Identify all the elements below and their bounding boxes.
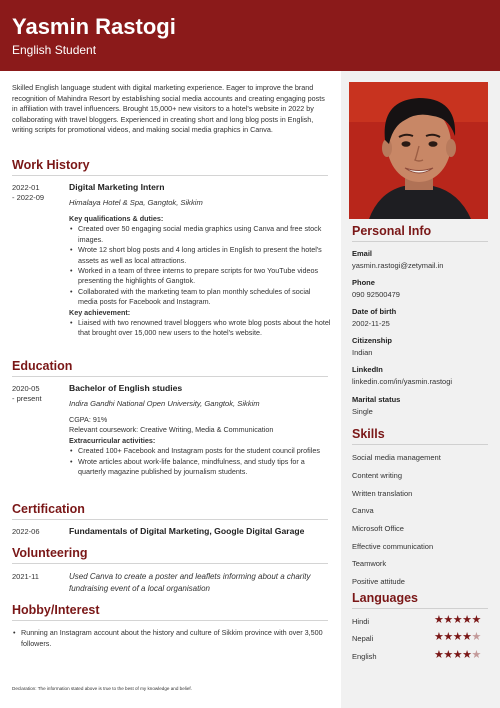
divider — [352, 241, 488, 242]
section-title-work-history: Work History — [12, 158, 90, 172]
star-icon: ★ — [471, 631, 481, 643]
divider — [12, 519, 328, 520]
language-rating — [434, 615, 481, 626]
extracurricular-list — [69, 446, 331, 477]
citizenship-label: Citizenship — [352, 336, 393, 345]
dob-label: Date of birth — [352, 307, 397, 316]
marital-value: Single — [352, 407, 373, 416]
skill-item: Microsoft Office — [352, 524, 404, 533]
work-date-end: - 2022-09 — [12, 193, 45, 202]
star-icon: ★ — [452, 614, 463, 626]
star-icon: ★ — [434, 631, 444, 643]
skill-item: Written translation — [352, 489, 413, 498]
star-icon: ★ — [462, 649, 472, 661]
section-title-personal-info: Personal Info — [352, 224, 432, 238]
linkedin-value: linkedin.com/in/yasmin.rastogi — [352, 377, 453, 386]
list-item: • Created over 50 engaging social media graphics using Canva and free stock images. — [69, 224, 331, 245]
skill-item: Social media management — [352, 453, 441, 462]
star-icon: ★ — [471, 614, 481, 626]
section-title-skills: Skills — [352, 427, 385, 441]
list-item: • Created 100+ Facebook and Instagram posts for the student council profiles — [69, 446, 331, 456]
list-item: • Running an Instagram account about the history and culture of Sikkim province with over 3,500 followers. — [12, 628, 332, 649]
marital-label: Marital status — [352, 395, 401, 404]
section-title-hobby: Hobby/Interest — [12, 603, 100, 617]
star-icon: ★ — [471, 649, 481, 661]
list-item: • Worked in a team of three interns to prepare scripts for two YouTube videos presenting the highlights of Gangtok. — [69, 266, 331, 287]
profile-summary: Skilled English language student with digital marketing experience. Eager to improve the brand recognition of Mahindra Resort by establishing social media accounts and creating engaging posts in affiliation with travel influencers. Brought 15,000+ new visitors to a hotel's website in 2022 by collaborating with travel bloggers. Experienced in creating short and long blog posts in English, writing scripts for promotional videos, and making social media graphics in Canva. — [12, 83, 325, 135]
phone-label: Phone — [352, 278, 375, 287]
work-date-start: 2022-01 — [12, 183, 40, 192]
achievements-list — [69, 318, 331, 339]
divider — [352, 444, 488, 445]
divider — [352, 608, 488, 609]
divider — [12, 376, 328, 377]
star-icon: ★ — [443, 614, 453, 626]
email-value: yasmin.rastogi@zetymail.in — [352, 261, 444, 270]
degree-title: Bachelor of English studies — [69, 383, 183, 393]
education-date-start: 2020-05 — [12, 384, 40, 393]
list-item: • Wrote 12 short blog posts and 4 long articles in English to present the hotel's assets as well as local attractions. — [69, 245, 331, 266]
star-icon: ★ — [443, 631, 453, 643]
star-icon: ★ — [434, 614, 444, 626]
list-item: • Collaborated with the marketing team to plan monthly schedules of social media posts for Facebook and Instagram. — [69, 287, 331, 308]
section-title-volunteering: Volunteering — [12, 546, 88, 560]
skill-item: Positive attitude — [352, 577, 405, 586]
resume-header — [0, 0, 500, 71]
dob-value: 2002-11-25 — [352, 319, 390, 328]
star-icon: ★ — [443, 649, 453, 661]
email-label: Email — [352, 249, 373, 258]
language-rating — [434, 650, 481, 661]
language-rating — [434, 632, 481, 643]
list-item: • Liaised with two renowned travel bloggers who wrote blog posts about the hotel that brought over 15,000 new users to the hotel's website. — [69, 318, 331, 339]
education-dates — [12, 384, 64, 404]
volunteering-text: Used Canva to create a poster and leaflets informing about a charity fundraising event of a local organisation — [69, 572, 311, 593]
section-title-certification: Certification — [12, 502, 85, 516]
cgpa: CGPA: 91% — [69, 415, 108, 424]
star-icon: ★ — [452, 631, 463, 643]
volunteering-date: 2021-11 — [12, 572, 39, 581]
education-date-end: - present — [12, 394, 42, 403]
star-icon: ★ — [462, 614, 472, 626]
hobby-list — [12, 628, 332, 649]
certification-date: 2022-06 — [12, 527, 40, 536]
candidate-name: Yasmin Rastogi — [12, 14, 176, 39]
star-icon: ★ — [434, 649, 444, 661]
citizenship-value: Indian — [352, 348, 373, 357]
divider — [12, 563, 328, 564]
linkedin-label: LinkedIn — [352, 365, 383, 374]
employer: Himalaya Hotel & Spa, Gangtok, Sikkim — [69, 198, 203, 207]
phone-value: 090 92500479 — [352, 290, 400, 299]
language-name: Hindi — [352, 617, 370, 626]
language-name: English — [352, 652, 377, 661]
declaration: Declaration: The information stated above is true to the best of my knowledge and belief. — [12, 686, 192, 691]
extracurricular-heading: Extracurricular activities: — [69, 435, 156, 445]
achievement-heading: Key achievement: — [69, 307, 131, 317]
work-entry — [69, 182, 331, 339]
skill-item: Content writing — [352, 471, 403, 480]
candidate-role: English Student — [12, 43, 97, 57]
star-icon: ★ — [462, 631, 472, 643]
work-dates — [12, 183, 64, 203]
skill-item: Teamwork — [352, 559, 387, 568]
section-title-education: Education — [12, 359, 73, 373]
language-name: Nepali — [352, 634, 374, 643]
duties-list — [69, 224, 331, 307]
list-item: • Wrote articles about work-life balance, mindfulness, and study tips for a quarterly magazine published by journalism students. — [69, 457, 331, 478]
duties-heading: Key qualifications & duties: — [69, 214, 164, 223]
coursework: Relevant coursework: Creative Writing, Media & Communication — [69, 425, 274, 435]
skill-item: Canva — [352, 506, 374, 515]
job-title: Digital Marketing Intern — [69, 182, 165, 192]
skill-item: Effective communication — [352, 542, 434, 551]
certification-title: Fundamentals of Digital Marketing, Google Digital Garage — [69, 526, 305, 536]
school: Indira Gandhi National Open University, Gangtok, Sikkim — [69, 399, 260, 408]
divider — [12, 620, 328, 621]
education-entry — [69, 383, 331, 477]
profile-photo — [349, 82, 488, 219]
star-icon: ★ — [452, 649, 463, 661]
section-title-languages: Languages — [352, 591, 418, 605]
divider — [12, 175, 328, 176]
certification-entry — [69, 526, 331, 542]
